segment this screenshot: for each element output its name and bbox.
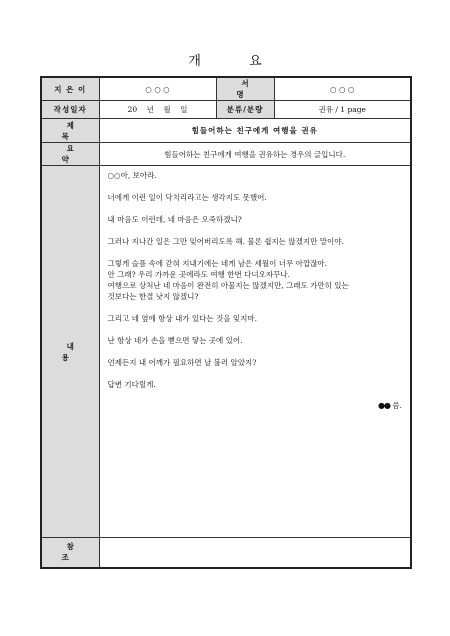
signature-label: 서 명	[216, 77, 274, 101]
reference-label: 참 조	[41, 538, 99, 568]
document-title: 개 요	[188, 54, 284, 69]
content-line	[108, 324, 403, 335]
subject-value: 힘들어하는 친구에게 여행을 권유	[99, 119, 411, 143]
category-label: 분류/분량	[216, 101, 274, 119]
signature-line	[108, 400, 403, 411]
content-line: 답변 기다릴게.	[107, 380, 156, 389]
signature-suffix: 씀.	[389, 401, 402, 410]
content-line: ○○아, 보아라.	[107, 171, 157, 180]
content-line	[108, 368, 403, 379]
content-line: 내 마음도 이런데, 네 마음은 오죽하겠니?	[107, 215, 242, 224]
content-line: 언제든지 내 어깨가 필요하면 날 불러 알았지?	[107, 358, 257, 367]
author-label: 지 은 이	[41, 77, 99, 101]
summary-form-table	[40, 76, 412, 569]
content-line: 여행으로 상처난 네 마음이 완전히 아물지는 않겠지만, 그래도 가만히 있는	[107, 281, 349, 290]
summary-label: 요 약	[41, 143, 99, 166]
category-value: 권유 / 1 page	[274, 101, 411, 119]
content-line: 그렇게 슬픔 속에 갇혀 지내기에는 네게 남은 세월이 너무 아깝잖아.	[107, 259, 327, 268]
content-body	[99, 166, 411, 538]
content-line	[108, 346, 403, 357]
content-line: 그러나 지나간 일은 그만 잊어버리도록 해. 물론 쉽지는 않겠지만 말이야.	[107, 237, 344, 246]
content-label: 내 용	[41, 166, 99, 538]
content-line	[108, 181, 403, 192]
content-line	[108, 225, 403, 236]
subject-label: 제 목	[41, 119, 99, 143]
content-line: 그리고 네 옆에 항상 내가 있다는 것을 잊지마.	[107, 314, 257, 323]
content-line	[108, 203, 403, 214]
content-line	[108, 247, 403, 258]
author-value: ○ ○ ○	[99, 77, 216, 101]
signature-value: ○ ○ ○	[274, 77, 411, 101]
reference-value	[99, 538, 411, 568]
content-line: 너에게 이런 일이 닥치리라고는 생각지도 못했어.	[107, 193, 267, 202]
content-line: 안 그래? 우리 가까운 곳에라도 여행 한번 다녀오자꾸나.	[107, 270, 290, 279]
content-line: 난 항상 네가 손을 뻗으면 닿는 곳에 있어.	[107, 336, 243, 345]
content-lines	[108, 170, 403, 390]
content-line: 것보다는 한결 낫지 않겠니?	[107, 292, 199, 301]
summary-value: 힘들어하는 친구에게 여행을 권유하는 경우의 글입니다.	[99, 143, 411, 166]
content-line	[108, 302, 403, 313]
date-value: 20 년 월 일	[99, 101, 216, 119]
signature-dots: ●●	[378, 401, 390, 410]
date-label: 작성일자	[41, 101, 99, 119]
